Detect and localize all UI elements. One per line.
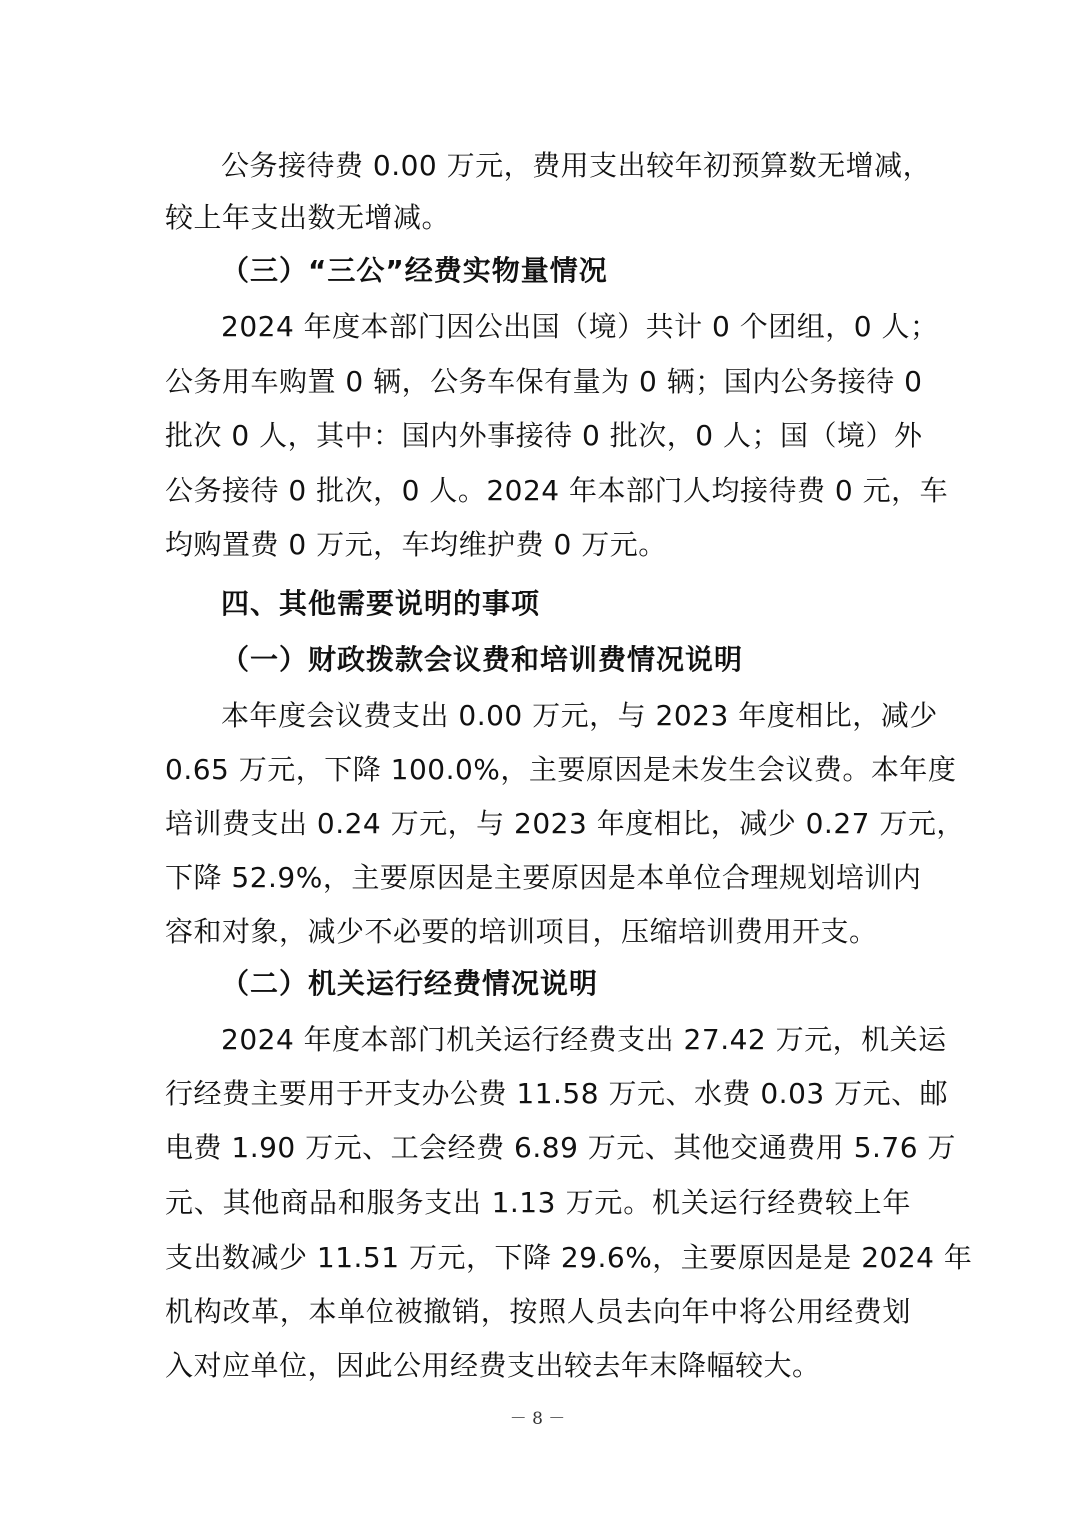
paragraph-line: 入对应单位，因此公用经费支出较去年末降幅较大。 — [165, 1349, 821, 1382]
paragraph-line: 2024 年度本部门因公出国（境）共计 0 个团组，0 人； — [221, 310, 939, 343]
paragraph-line: 支出数减少 11.51 万元，下降 29.6%，主要原因是是 2024 年 — [165, 1241, 973, 1274]
paragraph-line: 批次 0 人，其中：国内外事接待 0 批次，0 人；国（境）外 — [165, 419, 923, 452]
paragraph-line: 0.65 万元，下降 100.0%，主要原因是未发生会议费。本年度 — [165, 753, 957, 786]
paragraph-line: 电费 1.90 万元、工会经费 6.89 万元、其他交通费用 5.76 万 — [165, 1131, 956, 1164]
paragraph-line: 下降 52.9%，主要原因是主要原因是本单位合理规划培训内 — [165, 861, 922, 894]
paragraph-line: 公务接待费 0.00 万元，费用支出较年初预算数无增减， — [221, 149, 932, 182]
subsection-heading: （二）机关运行经费情况说明 — [221, 967, 599, 1000]
paragraph-line: 较上年支出数无增减。 — [165, 201, 451, 234]
paragraph-line: 培训费支出 0.24 万元，与 2023 年度相比，减少 0.27 万元， — [165, 807, 965, 840]
section-heading: 四、其他需要说明的事项 — [221, 587, 541, 620]
paragraph-line: 行经费主要用于开支办公费 11.58 万元、水费 0.03 万元、邮 — [165, 1077, 949, 1110]
paragraph-line: 均购置费 0 万元，车均维护费 0 万元。 — [165, 528, 667, 561]
paragraph-line: 2024 年度本部门机关运行经费支出 27.42 万元，机关运 — [221, 1023, 947, 1056]
paragraph-line: 本年度会议费支出 0.00 万元，与 2023 年度相比，减少 — [221, 699, 938, 732]
paragraph-line: 元、其他商品和服务支出 1.13 万元。机关运行经费较上年 — [165, 1186, 911, 1219]
paragraph-line: 公务用车购置 0 辆，公务车保有量为 0 辆；国内公务接待 0 — [165, 365, 923, 398]
paragraph-line: 公务接待 0 批次，0 人。2024 年本部门人均接待费 0 元，车 — [165, 474, 949, 507]
paragraph-line: 容和对象，减少不必要的培训项目，压缩培训费用开支。 — [165, 915, 878, 948]
page-number: － 8 － — [509, 1409, 566, 1429]
paragraph-line: 机构改革，本单位被撤销，按照人员去向年中将公用经费划 — [165, 1295, 911, 1328]
subsection-heading: （一）财政拨款会议费和培训费情况说明 — [221, 643, 744, 676]
subsection-heading: （三）“三公”经费实物量情况 — [221, 254, 608, 287]
